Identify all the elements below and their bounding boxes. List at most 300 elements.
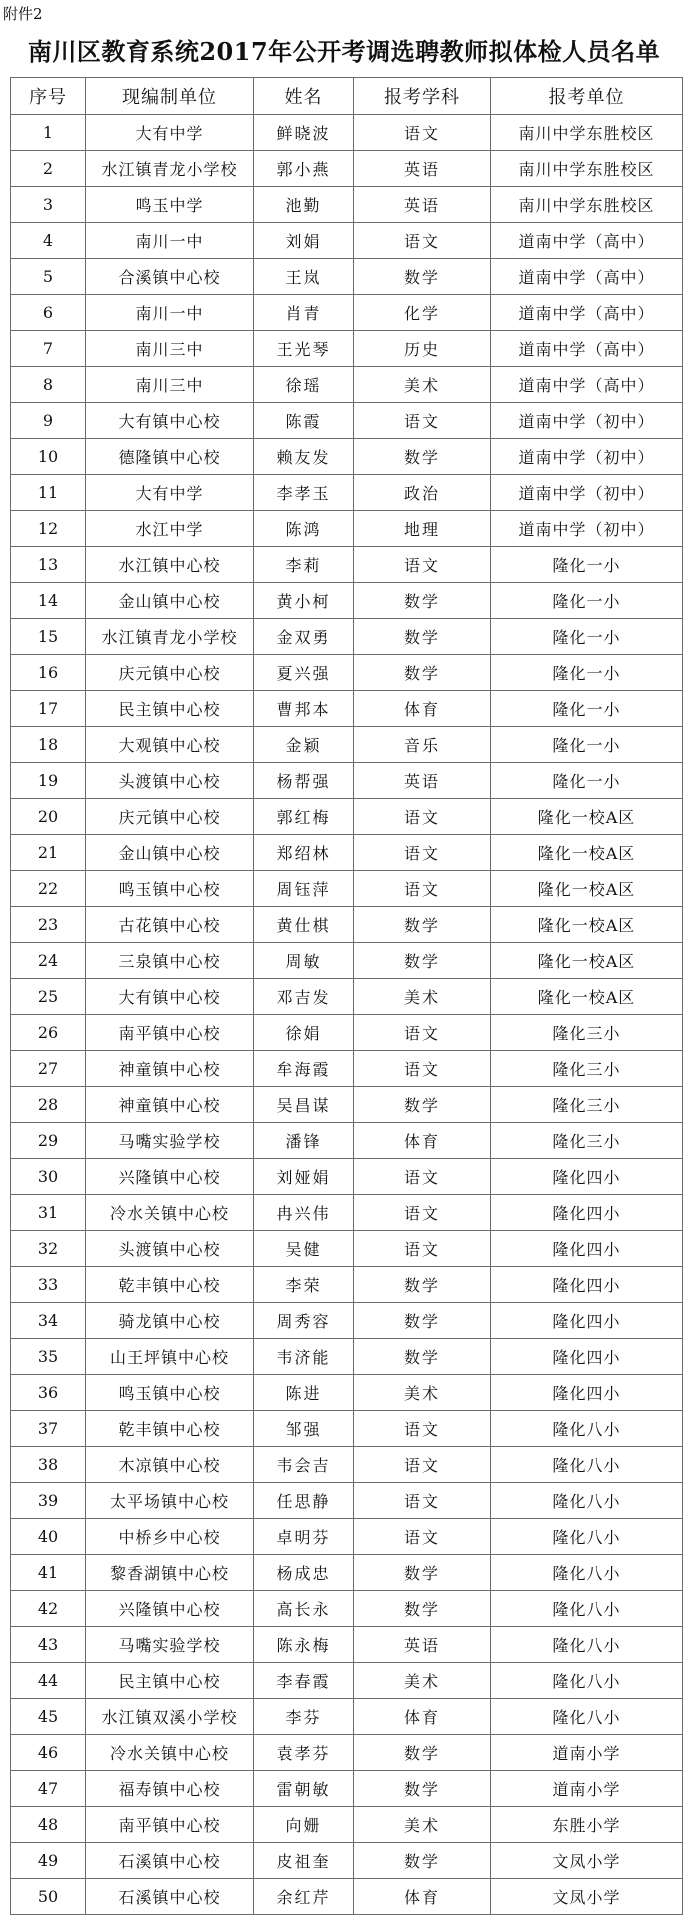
table-row: [11, 1519, 683, 1555]
cell-current-unit: 太平场镇中心校: [86, 1483, 254, 1519]
cell-current-unit: 水江镇中心校: [86, 547, 254, 583]
cell-serial-number: 25: [11, 979, 86, 1015]
cell-name: 赖友发: [254, 439, 354, 475]
header-row: [11, 78, 683, 115]
cell-target-school: 道南小学: [491, 1771, 683, 1807]
cell-name: 韦会吉: [254, 1447, 354, 1483]
cell-serial-number: 23: [11, 907, 86, 943]
cell-current-unit: 水江中学: [86, 511, 254, 547]
cell-serial-number: 16: [11, 655, 86, 691]
table-row: [11, 979, 683, 1015]
table-row: [11, 1699, 683, 1735]
cell-current-unit: 福寿镇中心校: [86, 1771, 254, 1807]
cell-serial-number: 14: [11, 583, 86, 619]
table-row: [11, 655, 683, 691]
cell-name: 余红芹: [254, 1879, 354, 1915]
cell-subject: 数学: [354, 1555, 491, 1591]
cell-target-school: 隆化三小: [491, 1123, 683, 1159]
cell-subject: 数学: [354, 439, 491, 475]
cell-target-school: 南川中学东胜校区: [491, 187, 683, 223]
table-row: [11, 1735, 683, 1771]
cell-serial-number: 24: [11, 943, 86, 979]
cell-target-school: 隆化一小: [491, 547, 683, 583]
cell-target-school: 道南中学（高中）: [491, 259, 683, 295]
cell-subject: 美术: [354, 367, 491, 403]
cell-current-unit: 头渡镇中心校: [86, 763, 254, 799]
table-row: [11, 403, 683, 439]
cell-current-unit: 合溪镇中心校: [86, 259, 254, 295]
cell-serial-number: 19: [11, 763, 86, 799]
cell-target-school: 文凤小学: [491, 1879, 683, 1915]
cell-serial-number: 18: [11, 727, 86, 763]
cell-name: 郑绍林: [254, 835, 354, 871]
cell-name: 李莉: [254, 547, 354, 583]
cell-current-unit: 山王坪镇中心校: [86, 1339, 254, 1375]
cell-subject: 数学: [354, 1843, 491, 1879]
cell-current-unit: 南平镇中心校: [86, 1015, 254, 1051]
cell-name: 黄仕棋: [254, 907, 354, 943]
cell-target-school: 隆化一小: [491, 727, 683, 763]
cell-target-school: 隆化八小: [491, 1411, 683, 1447]
cell-serial-number: 8: [11, 367, 86, 403]
cell-serial-number: 20: [11, 799, 86, 835]
cell-current-unit: 乾丰镇中心校: [86, 1411, 254, 1447]
cell-current-unit: 三泉镇中心校: [86, 943, 254, 979]
table-row: [11, 583, 683, 619]
table-row: [11, 223, 683, 259]
cell-current-unit: 南川一中: [86, 223, 254, 259]
cell-serial-number: 1: [11, 115, 86, 151]
cell-subject: 数学: [354, 1267, 491, 1303]
cell-name: 徐瑶: [254, 367, 354, 403]
cell-name: 金颖: [254, 727, 354, 763]
cell-serial-number: 10: [11, 439, 86, 475]
cell-subject: 英语: [354, 151, 491, 187]
cell-subject: 地理: [354, 511, 491, 547]
cell-serial-number: 27: [11, 1051, 86, 1087]
cell-current-unit: 乾丰镇中心校: [86, 1267, 254, 1303]
cell-subject: 语文: [354, 223, 491, 259]
cell-name: 高长永: [254, 1591, 354, 1627]
cell-target-school: 隆化四小: [491, 1267, 683, 1303]
cell-target-school: 隆化四小: [491, 1339, 683, 1375]
cell-name: 向姗: [254, 1807, 354, 1843]
cell-subject: 语文: [354, 1411, 491, 1447]
cell-subject: 化学: [354, 295, 491, 331]
table-body: [11, 115, 683, 1915]
cell-target-school: 隆化三小: [491, 1015, 683, 1051]
cell-serial-number: 43: [11, 1627, 86, 1663]
cell-target-school: 隆化一校A区: [491, 943, 683, 979]
cell-name: 李芬: [254, 1699, 354, 1735]
table-row: [11, 799, 683, 835]
cell-current-unit: 鸣玉中学: [86, 187, 254, 223]
table-row: [11, 1591, 683, 1627]
cell-subject: 美术: [354, 1375, 491, 1411]
table-row: [11, 367, 683, 403]
cell-serial-number: 35: [11, 1339, 86, 1375]
table-row: [11, 727, 683, 763]
cell-name: 刘娟: [254, 223, 354, 259]
cell-serial-number: 28: [11, 1087, 86, 1123]
cell-name: 陈霞: [254, 403, 354, 439]
table-row: [11, 1123, 683, 1159]
cell-serial-number: 12: [11, 511, 86, 547]
cell-subject: 语文: [354, 1051, 491, 1087]
cell-serial-number: 15: [11, 619, 86, 655]
cell-serial-number: 22: [11, 871, 86, 907]
cell-subject: 语文: [354, 1159, 491, 1195]
cell-name: 杨成忠: [254, 1555, 354, 1591]
cell-name: 肖青: [254, 295, 354, 331]
cell-name: 邹强: [254, 1411, 354, 1447]
cell-subject: 语文: [354, 871, 491, 907]
cell-serial-number: 2: [11, 151, 86, 187]
cell-serial-number: 50: [11, 1879, 86, 1915]
cell-current-unit: 大有中学: [86, 475, 254, 511]
cell-current-unit: 南川三中: [86, 367, 254, 403]
cell-name: 周钰萍: [254, 871, 354, 907]
cell-subject: 体育: [354, 691, 491, 727]
table-row: [11, 943, 683, 979]
cell-current-unit: 中桥乡中心校: [86, 1519, 254, 1555]
cell-serial-number: 48: [11, 1807, 86, 1843]
cell-name: 黄小柯: [254, 583, 354, 619]
cell-name: 徐娟: [254, 1015, 354, 1051]
table-row: [11, 835, 683, 871]
table-row: [11, 331, 683, 367]
cell-current-unit: 神童镇中心校: [86, 1087, 254, 1123]
cell-target-school: 隆化八小: [491, 1699, 683, 1735]
table-row: [11, 187, 683, 223]
table-row: [11, 691, 683, 727]
cell-current-unit: 大观镇中心校: [86, 727, 254, 763]
cell-subject: 数学: [354, 907, 491, 943]
cell-serial-number: 4: [11, 223, 86, 259]
cell-subject: 数学: [354, 1735, 491, 1771]
cell-subject: 语文: [354, 1015, 491, 1051]
cell-serial-number: 37: [11, 1411, 86, 1447]
cell-target-school: 道南中学（高中）: [491, 295, 683, 331]
cell-subject: 数学: [354, 1087, 491, 1123]
cell-current-unit: 木凉镇中心校: [86, 1447, 254, 1483]
cell-current-unit: 金山镇中心校: [86, 583, 254, 619]
cell-current-unit: 石溪镇中心校: [86, 1843, 254, 1879]
cell-subject: 体育: [354, 1123, 491, 1159]
cell-target-school: 隆化一校A区: [491, 835, 683, 871]
cell-serial-number: 9: [11, 403, 86, 439]
cell-name: 周敏: [254, 943, 354, 979]
cell-serial-number: 13: [11, 547, 86, 583]
cell-subject: 语文: [354, 1519, 491, 1555]
cell-subject: 体育: [354, 1699, 491, 1735]
cell-serial-number: 49: [11, 1843, 86, 1879]
cell-current-unit: 水江镇青龙小学校: [86, 619, 254, 655]
cell-serial-number: 46: [11, 1735, 86, 1771]
cell-current-unit: 鸣玉镇中心校: [86, 1375, 254, 1411]
cell-subject: 数学: [354, 619, 491, 655]
table-row: [11, 763, 683, 799]
cell-serial-number: 40: [11, 1519, 86, 1555]
cell-target-school: 隆化四小: [491, 1231, 683, 1267]
cell-subject: 政治: [354, 475, 491, 511]
cell-subject: 美术: [354, 1807, 491, 1843]
cell-subject: 英语: [354, 763, 491, 799]
table-row: [11, 1267, 683, 1303]
cell-current-unit: 兴隆镇中心校: [86, 1159, 254, 1195]
cell-target-school: 隆化三小: [491, 1051, 683, 1087]
cell-current-unit: 冷水关镇中心校: [86, 1735, 254, 1771]
cell-serial-number: 42: [11, 1591, 86, 1627]
cell-serial-number: 6: [11, 295, 86, 331]
cell-name: 郭小燕: [254, 151, 354, 187]
cell-target-school: 隆化八小: [491, 1627, 683, 1663]
cell-subject: 语文: [354, 1195, 491, 1231]
cell-name: 陈永梅: [254, 1627, 354, 1663]
cell-name: 邓吉发: [254, 979, 354, 1015]
cell-target-school: 道南中学（高中）: [491, 331, 683, 367]
cell-serial-number: 47: [11, 1771, 86, 1807]
cell-subject: 数学: [354, 943, 491, 979]
table-row: [11, 475, 683, 511]
cell-current-unit: 德隆镇中心校: [86, 439, 254, 475]
cell-target-school: 隆化一小: [491, 691, 683, 727]
cell-name: 李荣: [254, 1267, 354, 1303]
cell-name: 杨帮强: [254, 763, 354, 799]
cell-current-unit: 大有中学: [86, 115, 254, 151]
cell-current-unit: 庆元镇中心校: [86, 655, 254, 691]
table-row: [11, 115, 683, 151]
cell-subject: 语文: [354, 835, 491, 871]
cell-target-school: 道南中学（高中）: [491, 367, 683, 403]
cell-name: 吴昌谋: [254, 1087, 354, 1123]
header-target-school: 报考单位: [491, 78, 683, 115]
cell-target-school: 隆化八小: [491, 1591, 683, 1627]
cell-current-unit: 民主镇中心校: [86, 1663, 254, 1699]
table-row: [11, 1051, 683, 1087]
table-row: [11, 1771, 683, 1807]
cell-name: 池勤: [254, 187, 354, 223]
table-row: [11, 1663, 683, 1699]
document-title: 南川区教育系统2017年公开考调选聘教师拟体检人员名单: [27, 37, 661, 66]
cell-target-school: 隆化一小: [491, 619, 683, 655]
table-header: [11, 78, 683, 115]
cell-current-unit: 头渡镇中心校: [86, 1231, 254, 1267]
candidate-table: [10, 77, 683, 1915]
header-serial-number: 序号: [11, 78, 86, 115]
cell-target-school: 东胜小学: [491, 1807, 683, 1843]
cell-current-unit: 马嘴实验学校: [86, 1123, 254, 1159]
table-row: [11, 1015, 683, 1051]
cell-subject: 语文: [354, 547, 491, 583]
cell-name: 李孝玉: [254, 475, 354, 511]
cell-serial-number: 41: [11, 1555, 86, 1591]
cell-current-unit: 金山镇中心校: [86, 835, 254, 871]
cell-name: 夏兴强: [254, 655, 354, 691]
cell-serial-number: 11: [11, 475, 86, 511]
cell-serial-number: 32: [11, 1231, 86, 1267]
table-row: [11, 1627, 683, 1663]
annex-label: 附件2: [3, 5, 43, 23]
cell-target-school: 南川中学东胜校区: [491, 151, 683, 187]
cell-subject: 数学: [354, 1771, 491, 1807]
cell-current-unit: 古花镇中心校: [86, 907, 254, 943]
cell-name: 牟海霞: [254, 1051, 354, 1087]
cell-current-unit: 庆元镇中心校: [86, 799, 254, 835]
cell-name: 曹邦本: [254, 691, 354, 727]
cell-target-school: 道南小学: [491, 1735, 683, 1771]
table-row: [11, 1555, 683, 1591]
cell-target-school: 隆化四小: [491, 1375, 683, 1411]
cell-subject: 数学: [354, 655, 491, 691]
cell-serial-number: 21: [11, 835, 86, 871]
cell-serial-number: 31: [11, 1195, 86, 1231]
cell-current-unit: 大有镇中心校: [86, 403, 254, 439]
cell-current-unit: 兴隆镇中心校: [86, 1591, 254, 1627]
cell-target-school: 隆化一校A区: [491, 979, 683, 1015]
cell-subject: 历史: [354, 331, 491, 367]
cell-serial-number: 38: [11, 1447, 86, 1483]
cell-serial-number: 17: [11, 691, 86, 727]
cell-subject: 英语: [354, 1627, 491, 1663]
cell-target-school: 隆化一校A区: [491, 907, 683, 943]
cell-serial-number: 34: [11, 1303, 86, 1339]
cell-subject: 英语: [354, 187, 491, 223]
cell-name: 周秀容: [254, 1303, 354, 1339]
cell-name: 陈鸿: [254, 511, 354, 547]
table-row: [11, 1231, 683, 1267]
cell-name: 王光琴: [254, 331, 354, 367]
cell-target-school: 隆化三小: [491, 1087, 683, 1123]
table-row: [11, 1447, 683, 1483]
cell-current-unit: 南川一中: [86, 295, 254, 331]
cell-name: 潘锋: [254, 1123, 354, 1159]
cell-target-school: 隆化一小: [491, 655, 683, 691]
cell-name: 金双勇: [254, 619, 354, 655]
cell-serial-number: 33: [11, 1267, 86, 1303]
cell-target-school: 隆化四小: [491, 1195, 683, 1231]
cell-serial-number: 30: [11, 1159, 86, 1195]
table-row: [11, 1195, 683, 1231]
table-row: [11, 295, 683, 331]
cell-subject: 数学: [354, 1591, 491, 1627]
cell-target-school: 隆化一校A区: [491, 799, 683, 835]
table-row: [11, 151, 683, 187]
cell-current-unit: 民主镇中心校: [86, 691, 254, 727]
cell-subject: 美术: [354, 979, 491, 1015]
cell-name: 王岚: [254, 259, 354, 295]
cell-target-school: 道南中学（初中）: [491, 439, 683, 475]
cell-subject: 语文: [354, 1231, 491, 1267]
cell-serial-number: 44: [11, 1663, 86, 1699]
cell-name: 鲜晓波: [254, 115, 354, 151]
cell-subject: 语文: [354, 115, 491, 151]
cell-serial-number: 7: [11, 331, 86, 367]
cell-subject: 音乐: [354, 727, 491, 763]
cell-target-school: 隆化一小: [491, 583, 683, 619]
cell-target-school: 隆化四小: [491, 1303, 683, 1339]
cell-name: 韦济能: [254, 1339, 354, 1375]
cell-name: 雷朝敏: [254, 1771, 354, 1807]
table-row: [11, 1375, 683, 1411]
cell-current-unit: 骑龙镇中心校: [86, 1303, 254, 1339]
cell-name: 刘娅娟: [254, 1159, 354, 1195]
cell-name: 任思静: [254, 1483, 354, 1519]
table-row: [11, 1483, 683, 1519]
cell-target-school: 隆化八小: [491, 1447, 683, 1483]
cell-subject: 数学: [354, 1339, 491, 1375]
cell-name: 卓明芬: [254, 1519, 354, 1555]
table-row: [11, 1807, 683, 1843]
cell-subject: 数学: [354, 259, 491, 295]
cell-target-school: 隆化八小: [491, 1663, 683, 1699]
table-row: [11, 547, 683, 583]
header-name: 姓名: [254, 78, 354, 115]
cell-target-school: 道南中学（初中）: [491, 511, 683, 547]
table-row: [11, 1303, 683, 1339]
cell-current-unit: 石溪镇中心校: [86, 1879, 254, 1915]
cell-current-unit: 冷水关镇中心校: [86, 1195, 254, 1231]
cell-serial-number: 29: [11, 1123, 86, 1159]
cell-name: 皮祖奎: [254, 1843, 354, 1879]
cell-current-unit: 鸣玉镇中心校: [86, 871, 254, 907]
cell-target-school: 道南中学（初中）: [491, 475, 683, 511]
cell-target-school: 文凤小学: [491, 1843, 683, 1879]
cell-name: 吴健: [254, 1231, 354, 1267]
cell-name: 郭红梅: [254, 799, 354, 835]
table-row: [11, 1087, 683, 1123]
cell-target-school: 南川中学东胜校区: [491, 115, 683, 151]
table-row: [11, 907, 683, 943]
cell-current-unit: 水江镇青龙小学校: [86, 151, 254, 187]
table-row: [11, 1339, 683, 1375]
cell-subject: 语文: [354, 403, 491, 439]
cell-subject: 数学: [354, 1303, 491, 1339]
table-row: [11, 619, 683, 655]
cell-subject: 美术: [354, 1663, 491, 1699]
cell-current-unit: 南川三中: [86, 331, 254, 367]
cell-subject: 语文: [354, 1483, 491, 1519]
cell-target-school: 道南中学（高中）: [491, 223, 683, 259]
cell-target-school: 道南中学（初中）: [491, 403, 683, 439]
cell-serial-number: 26: [11, 1015, 86, 1051]
cell-current-unit: 神童镇中心校: [86, 1051, 254, 1087]
cell-subject: 数学: [354, 583, 491, 619]
cell-serial-number: 45: [11, 1699, 86, 1735]
cell-subject: 语文: [354, 1447, 491, 1483]
table-row: [11, 511, 683, 547]
cell-current-unit: 马嘴实验学校: [86, 1627, 254, 1663]
cell-target-school: 隆化八小: [491, 1483, 683, 1519]
cell-name: 袁孝芬: [254, 1735, 354, 1771]
cell-serial-number: 36: [11, 1375, 86, 1411]
cell-current-unit: 南平镇中心校: [86, 1807, 254, 1843]
cell-serial-number: 3: [11, 187, 86, 223]
cell-serial-number: 5: [11, 259, 86, 295]
cell-serial-number: 39: [11, 1483, 86, 1519]
cell-target-school: 隆化八小: [491, 1555, 683, 1591]
cell-name: 李春霞: [254, 1663, 354, 1699]
cell-current-unit: 水江镇双溪小学校: [86, 1699, 254, 1735]
table-row: [11, 439, 683, 475]
cell-current-unit: 黎香湖镇中心校: [86, 1555, 254, 1591]
cell-name: 陈进: [254, 1375, 354, 1411]
cell-current-unit: 大有镇中心校: [86, 979, 254, 1015]
cell-target-school: 隆化一小: [491, 763, 683, 799]
cell-name: 冉兴伟: [254, 1195, 354, 1231]
table-row: [11, 1843, 683, 1879]
table-row: [11, 1411, 683, 1447]
